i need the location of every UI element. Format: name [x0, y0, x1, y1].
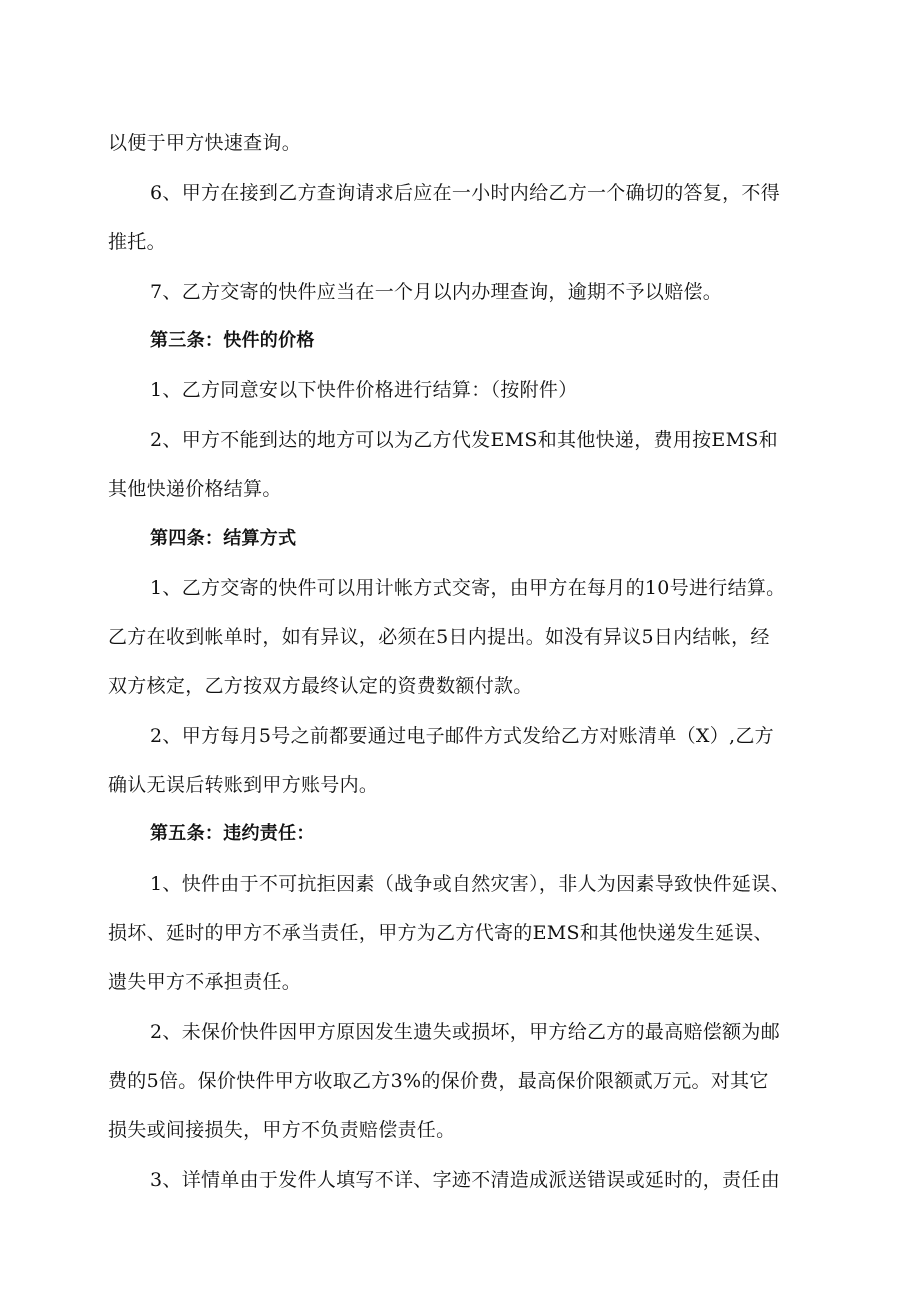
article-5-clause-2-line-2: 费的5倍。保价快件甲方收取乙方3%的保价费，最高保价限额贰万元。对其它: [108, 1070, 769, 1092]
article-4-clause-1-line-3: 双方核定，乙方按双方最终认定的资费数额付款。: [108, 675, 533, 697]
article-3-clause-2-line-1: 2、甲方不能到达的地方可以为乙方代发EMS和其他快递，费用按EMS和: [150, 429, 778, 451]
section-heading-article-4: 第四条：结算方式: [150, 528, 297, 549]
article-4-clause-2-line-2: 确认无误后转账到甲方账号内。: [108, 774, 379, 796]
article-5-clause-1-line-2: 损坏、延时的甲方不承当责任，甲方为乙方代寄的EMS和其他快递发生延误、: [108, 922, 773, 944]
clause-7-line: 7、乙方交寄的快件应当在一个月以内办理查询，逾期不予以赔偿。: [150, 281, 723, 303]
article-4-clause-1-line-1: 1、乙方交寄的快件可以用计帐方式交寄，由甲方在每月的10号进行结算。: [150, 577, 786, 599]
article-5-clause-1-line-1: 1、快件由于不可抗拒因素（战争或自然灾害），非人为因素导致快件延误、: [150, 873, 790, 895]
section-heading-article-3: 第三条：快件的价格: [150, 330, 315, 351]
article-5-clause-3-line-1: 3、详情单由于发件人填写不详、字迹不清造成派送错误或延时的，责任由: [150, 1169, 780, 1191]
article-3-clause-2-line-2: 其他快递价格结算。: [108, 478, 282, 500]
article-3-clause-1: 1、乙方同意安以下快件价格进行结算：（按附件）: [150, 379, 578, 401]
article-5-clause-2-line-1: 2、未保价快件因甲方原因发生遗失或损坏，甲方给乙方的最高赔偿额为邮: [150, 1021, 780, 1043]
clause-6-line-1: 6、甲方在接到乙方查询请求后应在一小时内给乙方一个确切的答复，不得: [150, 182, 780, 204]
paragraph-line: 以便于甲方快速查询。: [108, 132, 302, 154]
article-4-clause-1-line-2: 乙方在收到帐单时，如有异议，必须在5日内提出。如没有异议5日内结帐，经: [108, 626, 770, 648]
clause-6-line-2: 推托。: [108, 231, 166, 253]
article-4-clause-2-line-1: 2、甲方每月5号之前都要通过电子邮件方式发给乙方对账清单（X）,乙方: [150, 725, 774, 747]
article-5-clause-1-line-3: 遗失甲方不承担责任。: [108, 971, 302, 993]
article-5-clause-2-line-3: 损失或间接损失，甲方不负责赔偿责任。: [108, 1119, 456, 1141]
section-heading-article-5: 第五条：违约责任：: [150, 823, 315, 844]
